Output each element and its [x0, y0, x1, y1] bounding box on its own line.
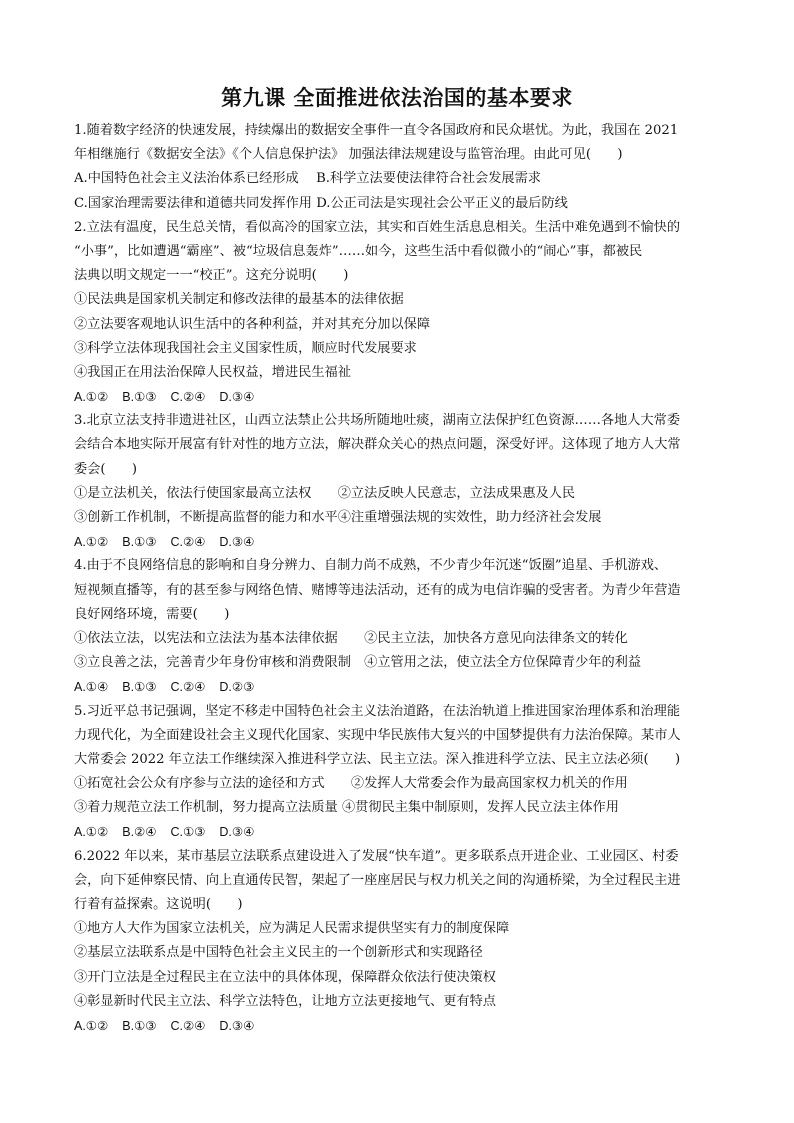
statement-line: ③着力规范立法工作机制，努力提高立法质量 ④贯彻民主集中制原则，发挥人民立法主体作用: [74, 800, 619, 816]
question-2: [74, 216, 722, 410]
question-stem-line: 良好网络环境，需要( ): [74, 606, 230, 622]
question-6: [74, 845, 722, 1039]
statement-line: ③立良善之法，完善青少年身份审核和消费限制 ④立管用之法，使立法全方位保障青少年的利益: [74, 655, 642, 671]
answer-options: [74, 675, 722, 699]
answer-option-c[interactable]: C.②④: [170, 535, 206, 550]
statement-line: ①拓宽社会公众有序参与立法的途径和方式 ②发挥人大常委会作为最高国家权力机关的作用: [74, 776, 628, 792]
answer-options: [74, 820, 722, 844]
question-stem-line: 2.立法有温度，民生总关情，看似高冷的国家立法，其实和百姓生活息息相关。生活中难免遇到不愉快的: [74, 219, 681, 235]
answer-options: [74, 385, 722, 409]
question-1: [74, 119, 722, 216]
answer-option-c[interactable]: C.②④: [170, 1018, 206, 1033]
statement-line: ②立法要客观地认识生活中的各种利益，并对其充分加以保障: [74, 316, 431, 332]
answer-option-d[interactable]: D.③④: [219, 535, 255, 550]
answer-option-a[interactable]: A.①②: [74, 535, 109, 550]
statement-line: ③科学立法体现我国社会主义国家性质，顺应时代发展要求: [74, 340, 417, 356]
question-3: [74, 409, 722, 554]
question-stem-line: 年相继施行《数据安全法》《个人信息保护法》 加强法律法规建设与监管治理。由此可见( ): [74, 147, 623, 163]
statement-line: ④彰显新时代民主立法、科学立法特色，让地方立法更接地气、更有特点: [74, 993, 496, 1009]
answer-option-a[interactable]: A.①②: [74, 390, 109, 405]
question-stem-line: 行着有益探索。这说明( ): [74, 897, 243, 912]
answer-option-c[interactable]: C.②④: [170, 390, 206, 405]
question-stem-line: 4.由于不良网络信息的影响和自身分辨力、自制力尚不成熟，不少青少年沉迷“饭圈”追星、手机游戏、: [74, 558, 668, 574]
question-stem-line: 6.2022 年以来，某市基层立法联系点建设进入了发展“快车道”。更多联系点开进企业、工业园区、村委: [74, 848, 679, 864]
statement-line: ①地方人大作为国家立法机关，应为满足人民需求提供坚实有力的制度保障: [74, 921, 510, 937]
statement-line: ①依法立法，以宪法和立法法为基本法律依据 ②民主立法，加快各方意见向法律条文的转化: [74, 630, 628, 646]
answer-option-b[interactable]: B.①③: [122, 535, 157, 550]
question-stem-line: 委会( ): [74, 461, 138, 477]
answer-option-d[interactable]: D.②③: [219, 680, 255, 695]
statement-line: ①是立法机关，依法行使国家最高立法权 ②立法反映人民意志，立法成果惠及人民: [74, 485, 576, 501]
question-4: [74, 554, 722, 699]
answer-option-b[interactable]: B.①③: [122, 680, 157, 695]
question-stem-line: 会，向下延伸察民情、向上直通传民智，架起了一座座居民与权力机关之间的沟通桥梁，为全过程民主进: [74, 872, 681, 888]
question-stem-line: 力现代化，为全面建设社会主义现代化国家、实现中华民族伟大复兴的中国梦提供有力法治保障。某市人: [74, 727, 681, 743]
statement-line: ①民法典是国家机关制定和修改法律的最基本的法律依据: [74, 292, 404, 308]
statement-line: ③开门立法是全过程民主在立法中的具体体现，保障群众依法行使决策权: [74, 969, 496, 985]
question-stem-line: 会结合本地实际开展富有针对性的地方立法，解决群众关心的热点问题，深受好评。这体现了地方人大常: [74, 437, 681, 453]
question-stem-line: 1.随着数字经济的快速发展，持续爆出的数据安全事件一直令各国政府和民众堪忧。为此，我国在 2021: [74, 123, 679, 138]
answer-option-a[interactable]: A.①②: [74, 825, 109, 840]
answer-option-a[interactable]: A.①④: [74, 680, 109, 695]
question-stem-line: 大常委会 2022 年立法工作继续深入推进科学立法、民主立法。深入推进科学立法、民主立法必须( ): [74, 751, 681, 767]
answer-option-b[interactable]: B.①③: [122, 1018, 157, 1033]
question-stem-line: 5.习近平总书记强调，坚定不移走中国特色社会主义法治道路，在法治轨道上推进国家治理体系和治理能: [74, 703, 681, 719]
answer-option-c[interactable]: C.①③: [170, 825, 206, 840]
answer-option-b[interactable]: B.②④: [122, 825, 157, 840]
question-stem-line: 3.北京立法支持非遗进社区，山西立法禁止公共场所随地吐痰，湖南立法保护红色资源……各地人大常委: [74, 413, 681, 429]
answer-option-d[interactable]: D.③④: [219, 1018, 255, 1033]
answer-option-d[interactable]: D.③④: [219, 825, 255, 840]
statement-line: ③创新工作机制，不断提高监督的能力和水平④注重增强法规的实效性，助力经济社会发展: [74, 510, 602, 525]
question-stem-line: “小事”，比如遭遇“霸座”、被“垃圾信息轰炸”……如今，这些生活中看似微小的“闹心”事，都被民: [74, 243, 643, 259]
choice-line: A.中国特色社会主义法治体系已经形成 B.科学立法要使法律符合社会发展需求: [74, 171, 541, 187]
choice-line: C.国家治理需要法律和道德共同发挥作用 D.公正司法是实现社会公平正义的最后防线: [74, 195, 568, 211]
question-list: [74, 119, 722, 1038]
question-stem-line: 法典以明文规定一一“校正”。这充分说明( ): [74, 268, 349, 284]
statement-line: ②基层立法联系点是中国特色社会主义民主的一个创新形式和实现路径: [74, 945, 483, 961]
answer-options: [74, 1014, 722, 1038]
answer-option-b[interactable]: B.①③: [122, 390, 157, 405]
statement-line: ④我国正在用法治保障人民权益，增进民生福祉: [74, 364, 351, 380]
answer-option-c[interactable]: C.②④: [170, 680, 206, 695]
question-5: [74, 700, 722, 845]
question-stem-line: 短视频直播等，有的甚至参与网络色情、赌博等违法活动，还有的成为电信诈骗的受害者。为青少年营造: [74, 582, 681, 598]
answer-option-a[interactable]: A.①②: [74, 1018, 109, 1033]
answer-options: [74, 530, 722, 554]
answer-option-d[interactable]: D.③④: [219, 390, 255, 405]
page-title: 第九课 全面推进依法治国的基本要求: [221, 86, 573, 110]
